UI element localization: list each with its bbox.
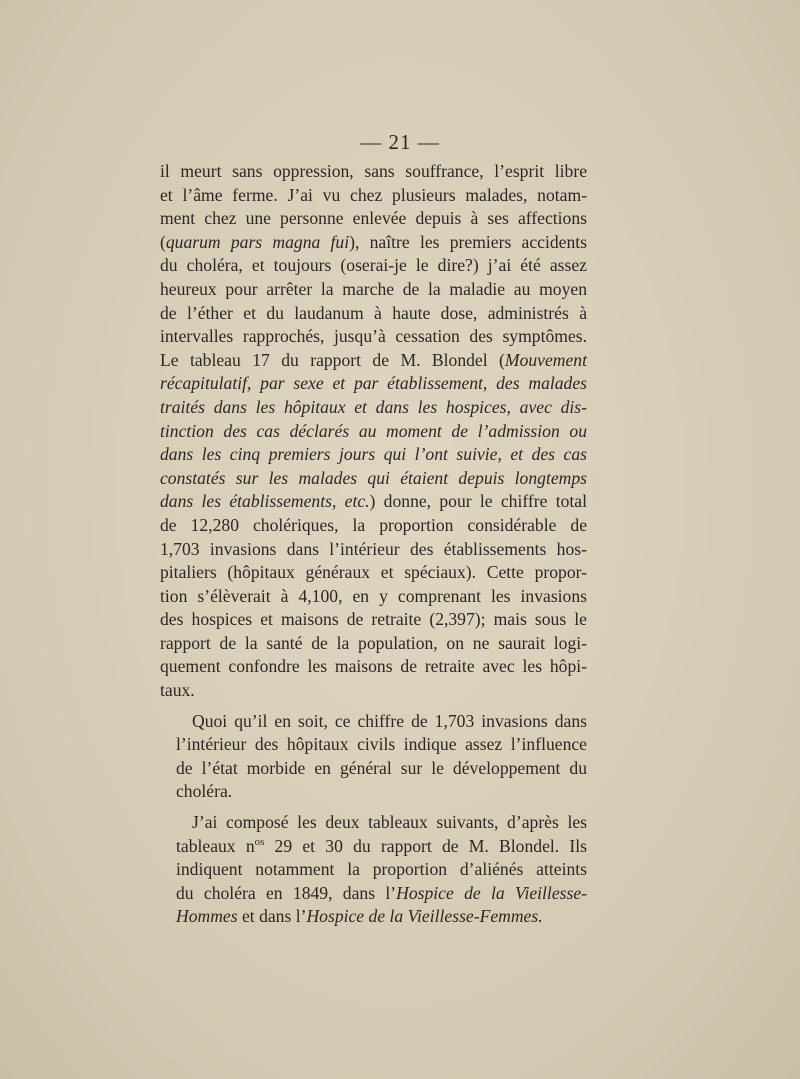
italic-segment: Hommes — [176, 906, 238, 927]
text-line — [160, 372, 587, 396]
text-segment: tion s’élèverait à 4,100, en y comprenant les invasions — [160, 585, 587, 606]
body-text — [160, 160, 587, 929]
text-line — [160, 349, 587, 373]
italic-segment: Mouvement — [504, 349, 587, 370]
text-segment: des hospices et maisons de retraite (2,397); mais sous le — [160, 609, 587, 630]
text-segment: tableaux n — [176, 835, 255, 856]
text-line — [160, 585, 587, 609]
text-segment: et l’âme ferme. J’ai vu chez plusieurs malades, notam- — [160, 184, 587, 205]
text-line — [160, 302, 587, 326]
text-segment: quement confondre les maisons de retraite avec les hôpi- — [160, 656, 587, 677]
text-segment: indiquent notamment la proportion d’aliénés atteints — [176, 859, 587, 880]
italic-segment: traités dans les hôpitaux et dans les hospices, avec dis- — [160, 396, 587, 417]
text-segment: il meurt sans oppression, sans souffrance, l’esprit libre — [160, 161, 587, 181]
text-line — [160, 757, 587, 781]
italic-segment: Hospice de la Vieillesse- — [396, 882, 587, 903]
text-line — [160, 490, 587, 514]
text-segment: Quoi qu’il en soit, ce chiffre de 1,703 invasions dans — [192, 710, 587, 731]
text-segment: pitaliers (hôpitaux généraux et spéciaux). Cette propor- — [160, 562, 587, 583]
text-segment: et dans l’ — [237, 906, 307, 927]
text-segment: l’intérieur des hôpitaux civils indique assez l’influence — [176, 734, 587, 755]
text-line — [160, 561, 587, 585]
text-segment: ( — [160, 231, 166, 252]
text-segment: de 12,280 cholériques, la proportion considérable de — [160, 514, 587, 535]
text-segment: de l’état morbide en général sur le développement du — [176, 757, 587, 778]
italic-segment: récapitulatif, par sexe et par établissement, des malades — [160, 373, 587, 394]
text-line — [160, 254, 587, 278]
text-line — [160, 882, 587, 906]
text-line — [160, 184, 587, 208]
text-segment: Le tableau 17 du rapport de M. Blondel ( — [160, 349, 505, 370]
text-line — [160, 710, 587, 734]
text-line — [160, 514, 587, 538]
text-segment: choléra. — [176, 781, 233, 802]
text-segment: rapport de la santé de la population, on ne saurait logi- — [160, 632, 587, 653]
text-line — [160, 231, 587, 255]
text-line — [160, 207, 587, 231]
text-line — [160, 733, 587, 757]
text-line — [160, 160, 587, 184]
text-segment: ), naître les premiers accidents — [349, 231, 587, 252]
text-line — [160, 679, 587, 703]
text-line — [160, 858, 587, 882]
text-line — [160, 396, 587, 420]
italic-segment: Hospice de la Vieillesse-Femmes. — [306, 906, 543, 927]
text-segment: ment chez une personne enlevée depuis à ses affections — [160, 208, 587, 229]
text-line — [160, 608, 587, 632]
text-segment: de l’éther et du laudanum à haute dose, administrés à — [160, 302, 587, 323]
text-segment: J’ai composé les deux tableaux suivants, d’après les — [192, 812, 587, 833]
text-line — [160, 780, 587, 804]
text-segment: taux. — [160, 680, 195, 701]
text-segment: du choléra, et toujours (oserai-je le dire?) j’ai été assez — [160, 255, 587, 276]
text-line — [160, 811, 587, 835]
text-line — [160, 420, 587, 444]
text-segment: heureux pour arrêter la marche de la maladie au moyen — [160, 278, 587, 299]
paragraph — [160, 160, 587, 703]
text-segment: intervalles rapprochés, jusqu’à cessation des symptômes. — [160, 326, 587, 347]
italic-segment: tinction des cas déclarés au moment de l’admission ou — [160, 420, 587, 441]
text-segment: 1,703 invasions dans l’intérieur des établissements hos- — [160, 538, 587, 559]
text-line — [160, 538, 587, 562]
text-segment: 29 et 30 du rapport de M. Blondel. Ils — [264, 835, 587, 856]
text-segment: ) donne, pour le chiffre total — [369, 491, 587, 512]
text-line — [160, 325, 587, 349]
page-number: — 21 — — [360, 130, 440, 154]
italic-segment: dans les établissements, etc. — [160, 491, 370, 512]
italic-segment: quarum pars magna fui — [165, 231, 350, 252]
superscript: os — [254, 835, 265, 848]
text-line — [160, 835, 587, 859]
paragraph — [160, 811, 587, 929]
text-line — [160, 443, 587, 467]
text-line — [160, 655, 587, 679]
text-line — [160, 905, 587, 929]
text-line — [160, 278, 587, 302]
italic-segment: constatés sur les malades qui étaient depuis longtemps — [160, 467, 587, 488]
text-line — [160, 467, 587, 491]
text-segment: du choléra en 1849, dans l’ — [176, 882, 397, 903]
italic-segment: dans les cinq premiers jours qui l’ont suivie, et des cas — [160, 444, 587, 465]
text-line — [160, 632, 587, 656]
paragraph — [160, 710, 587, 804]
